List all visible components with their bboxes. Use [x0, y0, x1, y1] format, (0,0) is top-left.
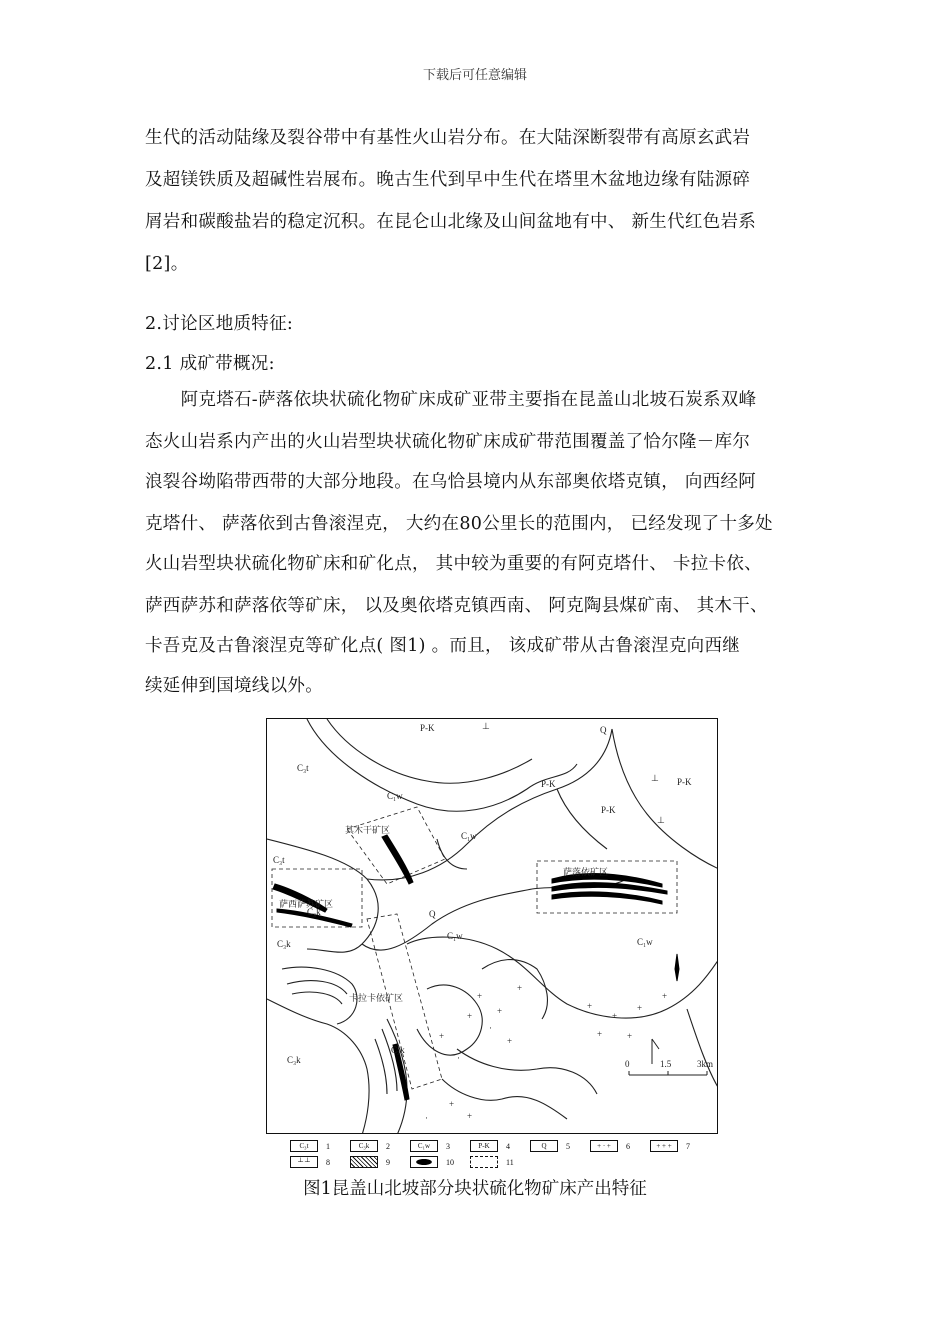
map-label: 卡拉卡依矿区 — [349, 993, 404, 1003]
svg-text:+: + — [439, 1031, 445, 1041]
svg-text:+: + — [467, 1011, 473, 1021]
svg-text:+: + — [467, 1111, 473, 1121]
legend-item: P-K 4 — [470, 1140, 510, 1152]
scale-label: 0 — [625, 1059, 630, 1069]
map-label: Q — [429, 909, 436, 919]
legend-item: + · + 6 — [590, 1140, 630, 1152]
map-label: C₃k — [391, 1045, 405, 1055]
map-label: C₁w — [387, 791, 403, 801]
svg-text:·: · — [425, 1113, 428, 1123]
geologic-map-drawing — [267, 719, 718, 1134]
paragraph-line: 续延伸到国境线以外。 — [145, 676, 323, 696]
svg-text:+: + — [662, 991, 668, 1001]
paragraph-line: 及超镁铁质及超碱性岩展布。晚古生代到早中生代在塔里木盆地边缘有陆源碎 — [145, 170, 751, 190]
map-label: C₁w — [637, 937, 653, 947]
map-label: 萨西萨苏矿区 — [279, 899, 334, 909]
map-legend — [290, 1140, 710, 1176]
subsection-heading: 2.1 成矿带概况: — [145, 354, 275, 374]
legend-item: C₃k 2 — [350, 1140, 390, 1152]
legend-item: 10 — [410, 1156, 454, 1168]
svg-text:·: · — [457, 1053, 460, 1063]
scale-label: 1.5 — [660, 1059, 672, 1069]
paragraph-line: 萨西萨苏和萨落依等矿床， 以及奥依塔克镇西南、 阿克陶县煤矿南、 其木干、 — [145, 596, 768, 616]
svg-text:+: + — [587, 1001, 593, 1011]
figure-caption: 图1昆盖山北坡部分块状硫化物矿床产出特征 — [303, 1179, 647, 1199]
scale-label: 3km — [697, 1059, 714, 1069]
svg-text:+: + — [449, 1099, 455, 1109]
svg-text:+: + — [637, 1003, 643, 1013]
paragraph-line: 卡吾克及古鲁滚涅克等矿化点( 图1) 。而且， 该成矿带从古鲁滚涅克向西继 — [145, 636, 741, 656]
map-label: P-K — [677, 777, 692, 787]
paragraph-line: 屑岩和碳酸盐岩的稳定沉积。在昆仑山北缘及山间盆地有中、 新生代红色岩系 — [145, 212, 757, 232]
map-label: P-K — [601, 805, 616, 815]
svg-text:+: + — [507, 1036, 513, 1046]
map-label: P-K — [420, 723, 435, 733]
svg-text:+: + — [612, 1011, 618, 1021]
map-label: 萨落依矿区 — [563, 867, 609, 877]
paragraph-line: 生代的活动陆缘及裂谷带中有基性火山岩分布。在大陆深断裂带有高原玄武岩 — [145, 128, 751, 148]
legend-item: Q 5 — [530, 1140, 570, 1152]
svg-text:·: · — [489, 1023, 492, 1033]
legend-item: 11 — [470, 1156, 514, 1168]
svg-text:+: + — [497, 1006, 503, 1016]
map-label: C₃k — [307, 907, 321, 917]
paragraph-line: 态火山岩系内产出的火山岩型块状硫化物矿床成矿带范围覆盖了恰尔隆－库尔 — [145, 432, 751, 452]
legend-item: + + + 7 — [650, 1140, 690, 1152]
legend-item: 9 — [350, 1156, 390, 1168]
map-label: C₃t — [297, 763, 309, 773]
paragraph-line: 阿克塔石-萨落依块状硫化物矿床成矿亚带主要指在昆盖山北坡石炭系双峰 — [145, 390, 757, 410]
map-label: C₃k — [277, 939, 291, 949]
svg-text:⊥: ⊥ — [651, 773, 659, 783]
svg-text:+: + — [627, 1031, 633, 1041]
paragraph-line: 火山岩型块状硫化物矿床和矿化点， 其中较为重要的有阿克塔什、 卡拉卡依、 — [145, 554, 762, 574]
svg-text:⊥: ⊥ — [657, 815, 665, 825]
legend-item: C₁w 3 — [410, 1140, 450, 1152]
legend-item: C₃t 1 — [290, 1140, 330, 1152]
section-heading: 2.讨论区地质特征: — [145, 314, 294, 334]
page-header: 下载后可任意编辑 — [422, 68, 527, 83]
geologic-map-figure — [266, 718, 718, 1134]
map-label: C₃t — [273, 855, 285, 865]
map-label: P-K — [541, 779, 556, 789]
paragraph-line: 浪裂谷坳陷带西带的大部分地段。在乌恰县境内从东部奥依塔克镇， 向西经阿 — [145, 472, 757, 492]
map-label: Q — [600, 725, 607, 735]
map-label: 其木干矿区 — [345, 825, 391, 835]
legend-item: ┴ ┴ 8 — [290, 1156, 330, 1168]
paragraph-line: [2]。 — [145, 254, 189, 274]
map-label: C₃k — [287, 1055, 301, 1065]
paragraph-line: 克塔什、 萨落依到古鲁滚涅克， 大约在80公里长的范围内， 已经发现了十多处 — [145, 514, 773, 534]
svg-text:+: + — [597, 1029, 603, 1039]
svg-text:⊥: ⊥ — [482, 721, 490, 731]
svg-text:+: + — [477, 991, 483, 1001]
map-label: C₁w — [461, 831, 477, 841]
svg-text:+: + — [517, 983, 523, 993]
map-label: C₁w — [447, 931, 463, 941]
